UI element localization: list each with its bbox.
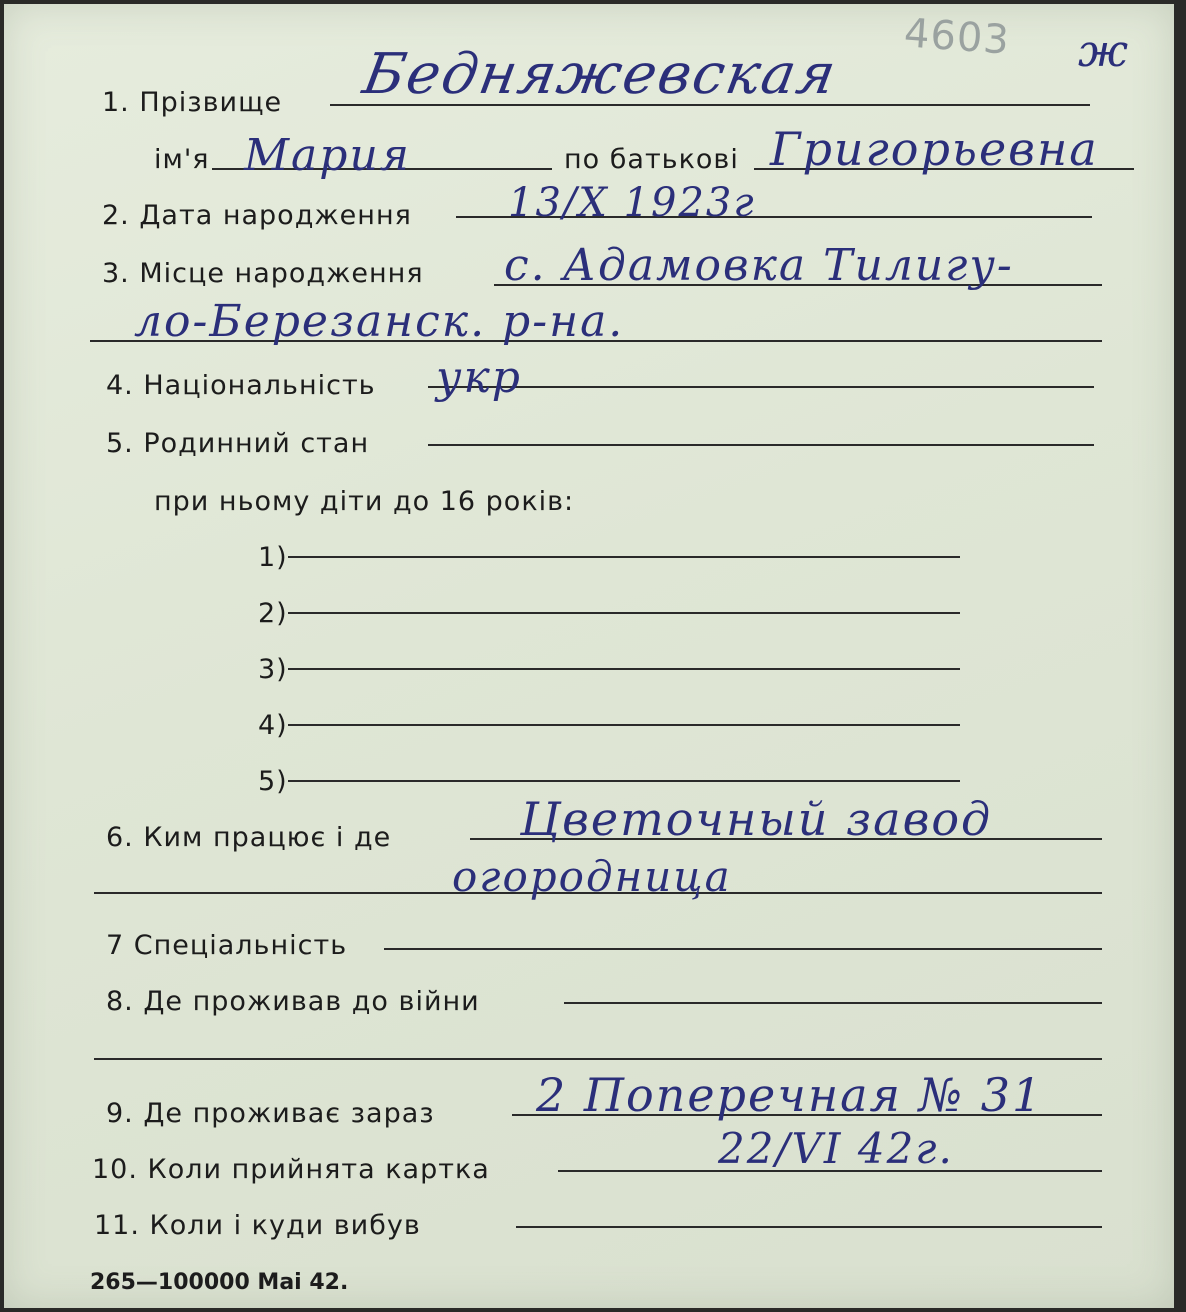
print-imprint: 265—100000 Mai 42. — [90, 1270, 349, 1295]
departed-line — [516, 1226, 1102, 1228]
prewar-label: 8. Де проживав до війни — [106, 986, 480, 1017]
work-value-2: огородница — [452, 852, 732, 901]
child-1-label: 1) — [258, 542, 288, 573]
pencil-note: 4603 — [902, 10, 1012, 64]
work-label: 6. Ким працює і де — [106, 822, 392, 853]
marital-line — [428, 444, 1094, 446]
patronymic-label: по батькові — [564, 144, 739, 175]
accepted-value: 22/VI 42г. — [718, 1124, 954, 1173]
child-2-label: 2) — [258, 598, 288, 629]
child-4-label: 4) — [258, 710, 288, 741]
current-value: 2 Поперечная № 31 — [536, 1068, 1044, 1122]
name-label: ім'я — [154, 144, 210, 175]
form-card — [4, 4, 1174, 1308]
children-label: при ньому діти до 16 років: — [154, 486, 575, 517]
birthplace-value-2: ло-Березанск. р-на. — [134, 296, 625, 347]
child-3-line — [288, 668, 960, 670]
nationality-label: 4. Національність — [106, 370, 376, 401]
birthplace-label: 3. Місце народження — [102, 258, 424, 289]
child-1-line — [288, 556, 960, 558]
specialty-line — [384, 948, 1102, 950]
child-5-label: 5) — [258, 766, 288, 797]
child-3-label: 3) — [258, 654, 288, 685]
prewar-line-2 — [94, 1058, 1102, 1060]
work-value-1: Цветочный завод — [520, 792, 993, 846]
prewar-line-1 — [564, 1002, 1102, 1004]
surname-label: 1. Прізвище — [102, 87, 283, 118]
current-label: 9. Де проживає зараз — [106, 1098, 435, 1129]
patronymic-value: Григорьевна — [770, 122, 1099, 176]
departed-label: 11. Коли і куди вибув — [94, 1210, 421, 1241]
child-5-line — [288, 780, 960, 782]
birthdate-value: 13/X 1923г — [508, 180, 756, 226]
specialty-label: 7 Спеціальність — [106, 930, 348, 961]
birthplace-value-1: с. Адамовка Тилигу- — [504, 240, 1014, 291]
child-2-line — [288, 612, 960, 614]
name-value: Мария — [244, 130, 411, 181]
nationality-line — [428, 386, 1094, 388]
pencil-mark: ж — [1078, 26, 1131, 77]
surname-value: Бедняжевская — [358, 42, 843, 107]
birthdate-label: 2. Дата народження — [102, 200, 412, 231]
marital-label: 5. Родинний стан — [106, 428, 370, 459]
child-4-line — [288, 724, 960, 726]
accepted-label: 10. Коли прийнята картка — [92, 1154, 490, 1185]
nationality-value: укр — [436, 352, 522, 403]
